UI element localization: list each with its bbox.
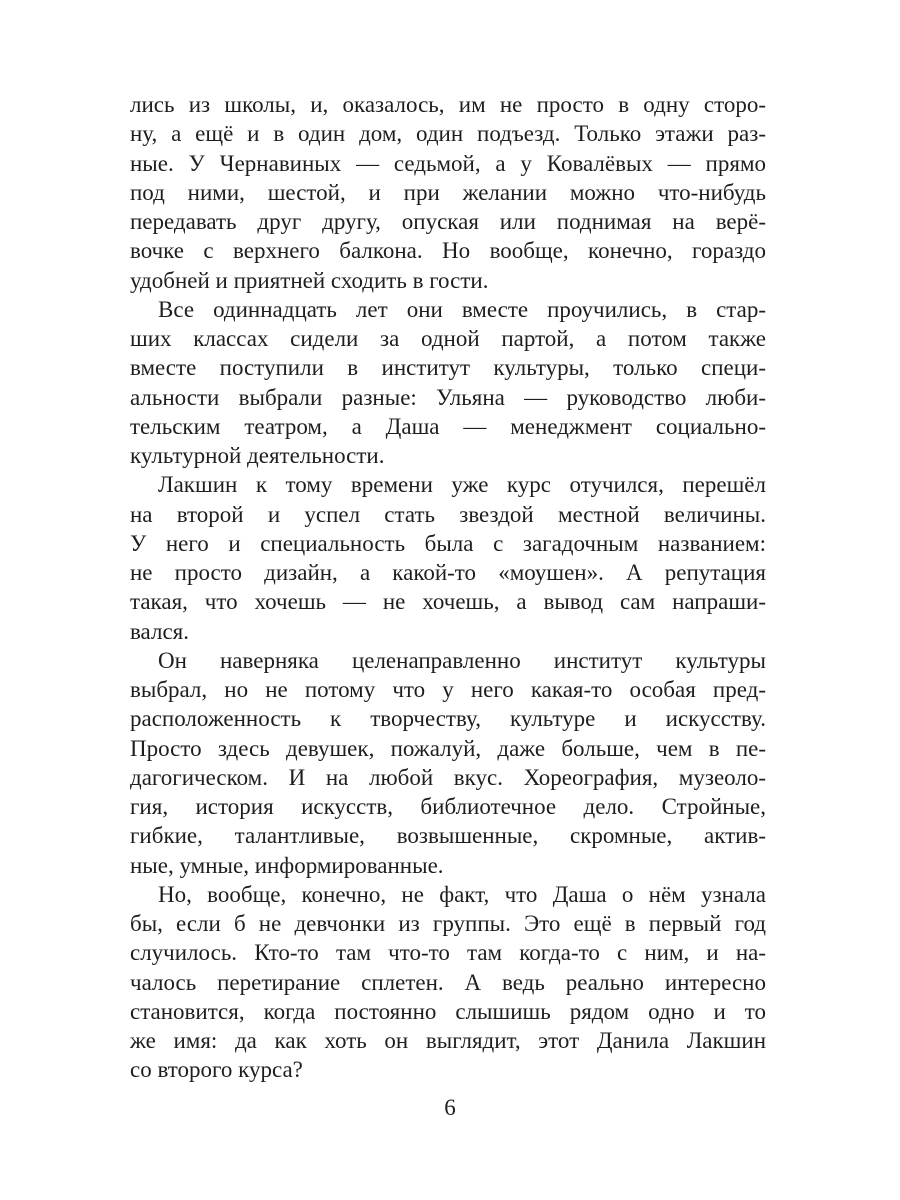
- text-line: ные. У Чернавиных — седьмой, а у Ковалёвых — прямо: [130, 150, 766, 176]
- text-line: лись из школы, и, оказалось, им не просто в одну сторо-: [130, 92, 766, 117]
- text-line: Лакшин к тому времени уже курс отучился, перешёл: [158, 472, 766, 498]
- text-line: ные, умные, информированные.: [130, 852, 444, 878]
- text-line: Но, вообще, конечно, не факт, что Даша о нём узнала: [158, 881, 766, 907]
- text-line: У него и специальность была с загадочным названием:: [130, 530, 766, 556]
- text-line: гия, история искусств, библиотечное дело. Стройные,: [130, 794, 766, 819]
- text-line: передавать друг другу, опуская или поднимая на верё-: [130, 209, 766, 234]
- text-line: культурной деятельности.: [130, 443, 385, 468]
- text-line: альности выбрали разные: Ульяна — руководство люби-: [130, 384, 766, 410]
- paragraph: [130, 646, 766, 880]
- text-line: вался.: [130, 618, 189, 644]
- text-line: же имя: да как хоть он выглядит, этот Данила Лакшин: [130, 1028, 766, 1053]
- text-line: такая, что хочешь — не хочешь, а вывод сам напраши-: [130, 589, 766, 615]
- text-line: выбрал, но не потому что у него какая-то особая пред-: [130, 677, 766, 702]
- text-line: не просто дизайн, а какой-то «моушен». А репутация: [130, 560, 766, 585]
- text-line: расположенность к творчеству, культуре и искусству.: [130, 706, 766, 732]
- text-line: со второго курса?: [130, 1057, 303, 1083]
- text-line: удобней и приятней сходить в гости.: [130, 267, 489, 293]
- text-line: ших классах сидели за одной партой, а потом также: [130, 326, 766, 351]
- text-line: вместе поступили в институт культуры, только специ-: [130, 355, 766, 381]
- paragraph: [130, 470, 766, 646]
- text-line: Просто здесь девушек, пожалуй, даже больше, чем в пе-: [130, 735, 766, 761]
- text-line: дагогическом. И на любой вкус. Хореография, музеоло-: [130, 764, 766, 790]
- text-line: гибкие, талантливые, возвышенные, скромные, актив-: [130, 823, 766, 849]
- text-line: под ними, шестой, и при желании можно что-нибудь: [130, 179, 766, 205]
- text-line: случилось. Кто-то там что-то там когда-то с ним, и на-: [130, 940, 766, 966]
- text-line: бы, если б не девчонки из группы. Это ещё в первый год: [130, 911, 766, 936]
- text-line: чалось перетирание сплетен. А ведь реально интересно: [130, 969, 766, 995]
- text-line: вочке с верхнего балкона. Но вообще, конечно, гораздо: [130, 238, 766, 264]
- paragraph: [130, 295, 766, 471]
- text-line: ну, а ещё и в один дом, один подъезд. Только этажи раз-: [130, 121, 766, 147]
- text-line: становится, когда постоянно слышишь рядом одно и то: [130, 998, 766, 1024]
- paragraph: [130, 880, 766, 1085]
- paragraph: [130, 90, 766, 295]
- text-line: Он наверняка целенаправленно институт культуры: [158, 647, 766, 673]
- page-number: 6: [444, 1095, 456, 1120]
- text-line: тельским театром, а Даша — менеджмент социально-: [130, 413, 766, 439]
- text-line: Все одиннадцать лет они вместе проучились, в стар-: [158, 296, 766, 322]
- page-body: [130, 90, 766, 1085]
- text-line: на второй и успел стать звездой местной величины.: [130, 501, 766, 527]
